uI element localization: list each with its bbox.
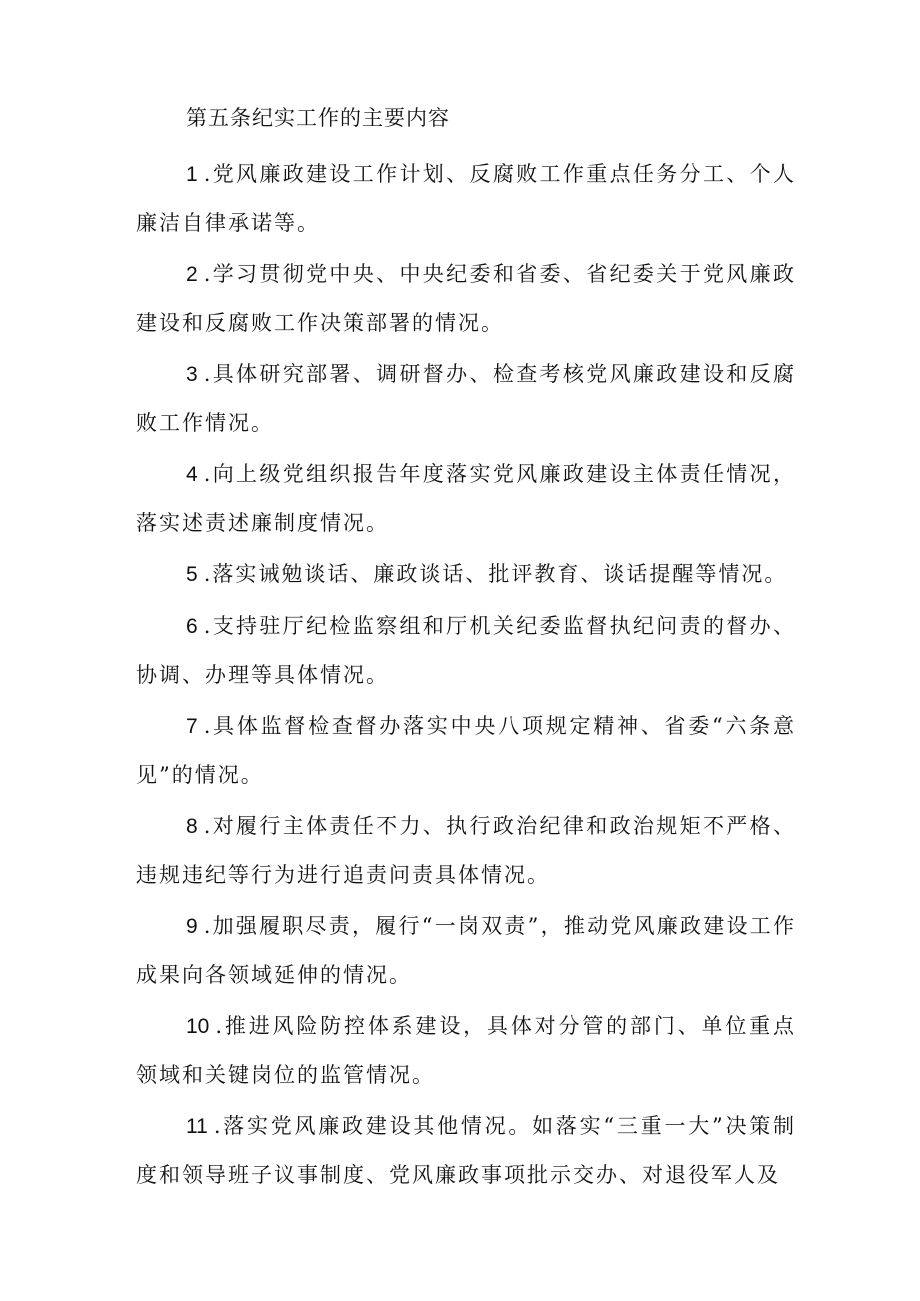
- item-text: .推进风险防控体系建设，具体对分管的部门、单位重点领域和关键岗位的监管情况。: [136, 1014, 796, 1087]
- item-number: 8: [186, 815, 198, 838]
- item-number: 5: [186, 563, 198, 586]
- list-item: [136, 802, 796, 899]
- item-text: .落实党风廉政建设其他情况。如落实“三重一大”决策制度和领导班子议事制度、党风廉政事项批示交办、对退役军人及: [136, 1114, 796, 1187]
- item-number: 6: [186, 615, 198, 638]
- item-number: 10: [186, 1015, 210, 1038]
- article-heading: 第五条纪实工作的主要内容: [186, 106, 450, 130]
- item-text: .落实诫勉谈话、廉政谈话、批评教育、谈话提醒等情况。: [203, 562, 788, 586]
- item-number: 7: [186, 715, 198, 738]
- item-text: .支持驻厅纪检监察组和厅机关纪委监督执纪问责的督办、协调、办理等具体情况。: [136, 614, 796, 687]
- item-number: 11: [186, 1115, 208, 1138]
- list-item: [136, 602, 796, 699]
- list-item: [136, 550, 796, 599]
- item-text: .加强履职尽责，履行“一岗双责”，推动党风廉政建设工作成果向各领域延伸的情况。: [136, 914, 796, 987]
- item-text: .对履行主体责任不力、执行政治纪律和政治规矩不严格、违规违纪等行为进行追责问责具体情况。: [136, 814, 796, 887]
- list-item: [136, 350, 796, 447]
- list-item: [136, 1002, 796, 1099]
- list-item: [136, 150, 796, 247]
- list-item: [136, 702, 796, 799]
- item-text: .向上级党组织报告年度落实党风廉政建设主体责任情况，落实述责述廉制度情况。: [136, 462, 796, 535]
- list-item: [136, 1102, 796, 1199]
- content-list: [136, 150, 796, 1202]
- item-number: 3: [186, 363, 198, 386]
- item-text: .具体研究部署、调研督办、检查考核党风廉政建设和反腐败工作情况。: [136, 362, 796, 435]
- item-number: 9: [186, 915, 198, 938]
- item-number: 2: [186, 263, 198, 286]
- item-text: .学习贯彻党中央、中央纪委和省委、省纪委关于党风廉政建设和反腐败工作决策部署的情况。: [136, 262, 796, 335]
- item-number: 1: [186, 163, 198, 186]
- list-item: [136, 450, 796, 547]
- item-text: .具体监督检查督办落实中央八项规定精神、省委“六条意见”的情况。: [136, 714, 796, 787]
- list-item: [136, 902, 796, 999]
- list-item: [136, 250, 796, 347]
- item-number: 4: [186, 463, 198, 486]
- item-text: .党风廉政建设工作计划、反腐败工作重点任务分工、个人廉洁自律承诺等。: [136, 162, 796, 235]
